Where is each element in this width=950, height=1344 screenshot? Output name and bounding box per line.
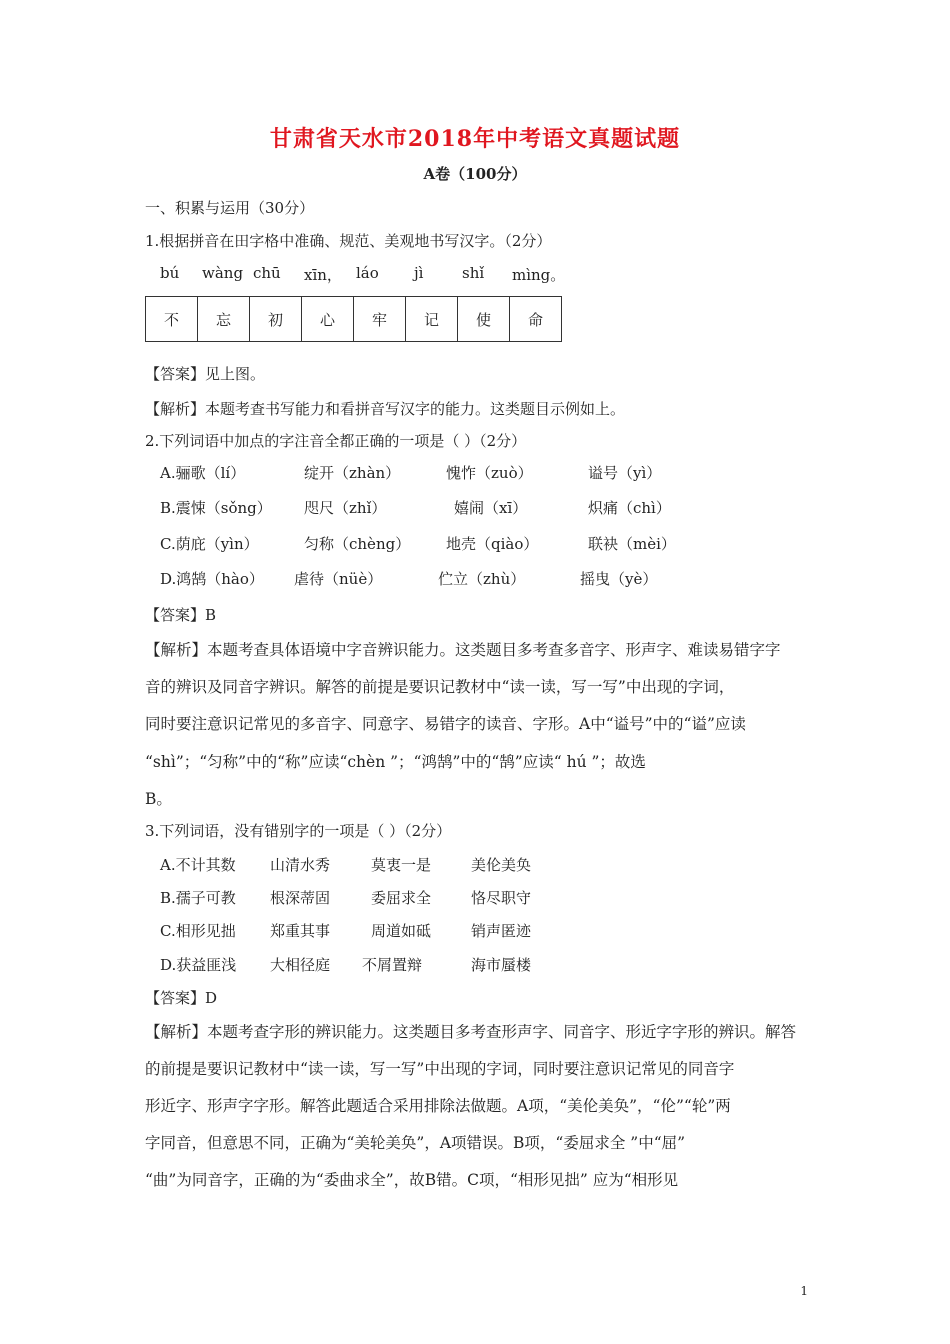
- grid-cell: 心: [302, 297, 354, 342]
- q1-stem: 1.根据拼音在田字格中准确、规范、美观地书写汉字。（2分）: [145, 232, 552, 250]
- option-item: 美伦美奂: [471, 856, 532, 874]
- q2-analysis-line: 音的辨识及同音字辨识。解答的前提是要识记教材中“读一读，写一写”中出现的字词，: [145, 678, 735, 696]
- option-item: 联袂（mèi）: [588, 535, 676, 553]
- page-number: 1: [800, 1284, 808, 1298]
- option-item: 恪尽职守: [471, 889, 532, 907]
- option-item: 摇曳（yè）: [580, 570, 658, 588]
- option-item: D.鸿鹄（hào）: [160, 570, 264, 588]
- pinyin: shǐ: [462, 264, 485, 282]
- option-item: D.获益匪浅: [160, 956, 237, 974]
- q2-stem: 2.下列词语中加点的字注音全都正确的一项是（ ）（2分）: [145, 432, 527, 450]
- q3-analysis-line: “曲”为同音字，正确的为“委曲求全”，故B错。C项，“相形见拙” 应为“相形见: [145, 1171, 679, 1189]
- q3-analysis-line: 的前提是要识记教材中“读一读，写一写”中出现的字词，同时要注意识记常见的同音字: [145, 1060, 735, 1078]
- option-item: A.骊歌（lí）: [160, 464, 246, 482]
- option-item: B.孺子可教: [160, 889, 236, 907]
- option-item: 不屑置辩: [362, 956, 423, 974]
- q3-answer: 【答案】D: [145, 989, 218, 1007]
- q1-answer: 【答案】见上图。: [145, 365, 266, 383]
- grid-cell: 命: [510, 297, 562, 342]
- pinyin: chū: [253, 264, 281, 282]
- grid-cell: 不: [146, 297, 198, 342]
- q2-analysis-line: B。: [145, 790, 172, 808]
- q2-answer: 【答案】B: [145, 606, 217, 624]
- option-item: 莫衷一是: [371, 856, 432, 874]
- pinyin: wàng: [202, 264, 244, 282]
- pinyin: mìng。: [512, 266, 566, 284]
- section-heading: 一、积累与运用（30分）: [145, 199, 315, 217]
- pinyin: láo: [356, 264, 379, 282]
- option-item: 山清水秀: [270, 856, 331, 874]
- option-item: 海市蜃楼: [471, 956, 532, 974]
- option-item: 大相径庭: [270, 956, 331, 974]
- q2-analysis-line: 【解析】本题考查具体语境中字音辨识能力。这类题目多考查多音字、形声字、难读易错字字: [145, 641, 781, 659]
- grid-cell: 初: [250, 297, 302, 342]
- option-item: 愧怍（zuò）: [446, 464, 533, 482]
- option-item: C.相形见拙: [160, 922, 236, 940]
- option-item: C.荫庇（yìn）: [160, 535, 259, 553]
- q1-analysis: 【解析】本题考查书写能力和看拼音写汉字的能力。这类题目示例如上。: [145, 400, 626, 418]
- q3-analysis-line: 字同音，但意思不同，正确为“美轮美奂”，A项错误。B项，“委屈求全 ”中“屈”: [145, 1134, 686, 1152]
- q3-analysis-line: 【解析】本题考查字形的辨识能力。这类题目多考查形声字、同音字、形近字字形的辨识。解答: [145, 1023, 797, 1041]
- option-item: 根深蒂固: [270, 889, 331, 907]
- grid-cell: 牢: [354, 297, 406, 342]
- paper-subtitle: A卷（100分）: [423, 165, 527, 183]
- pinyin: jì: [414, 264, 424, 282]
- option-item: 地壳（qiào）: [446, 535, 539, 553]
- option-item: 谥号（yì）: [588, 464, 662, 482]
- option-item: 匀称（chèng）: [304, 535, 411, 553]
- option-item: 伫立（zhù）: [438, 570, 526, 588]
- grid-cell: 使: [458, 297, 510, 342]
- grid-cell: 记: [406, 297, 458, 342]
- option-item: 嬉闹（xī）: [454, 499, 528, 517]
- option-item: 委屈求全: [371, 889, 432, 907]
- pinyin: bú: [160, 264, 180, 282]
- q3-analysis-line: 形近字、形声字字形。解答此题适合采用排除法做题。A项，“美伦美奂”，“伦”“轮”两: [145, 1097, 731, 1115]
- option-item: 虐待（nüè）: [294, 570, 383, 588]
- option-item: 咫尺（zhǐ）: [304, 499, 387, 517]
- option-item: A.不计其数: [160, 856, 236, 874]
- option-item: B.震悚（sǒng）: [160, 499, 272, 517]
- option-item: 郑重其事: [270, 922, 331, 940]
- q3-stem: 3.下列词语，没有错别字的一项是（ ）（2分）: [145, 822, 452, 840]
- q2-analysis-line: 同时要注意识记常见的多音字、同意字、易错字的读音、字形。A中“谥号”中的“谥”应读: [145, 715, 746, 733]
- option-item: 周道如砥: [371, 922, 432, 940]
- option-item: 炽痛（chì）: [588, 499, 671, 517]
- document-title: 甘肃省天水市2018年中考语文真题试题: [269, 126, 681, 152]
- character-grid: [145, 296, 562, 342]
- grid-cell: 忘: [198, 297, 250, 342]
- pinyin: xīn，: [304, 266, 342, 284]
- q2-analysis-line: “shì”；“匀称”中的“称”应读“chèn ”；“鸿鹄”中的“鹄”应读“ hú ”；故选: [145, 753, 646, 771]
- option-item: 绽开（zhàn）: [304, 464, 401, 482]
- option-item: 销声匿迹: [471, 922, 532, 940]
